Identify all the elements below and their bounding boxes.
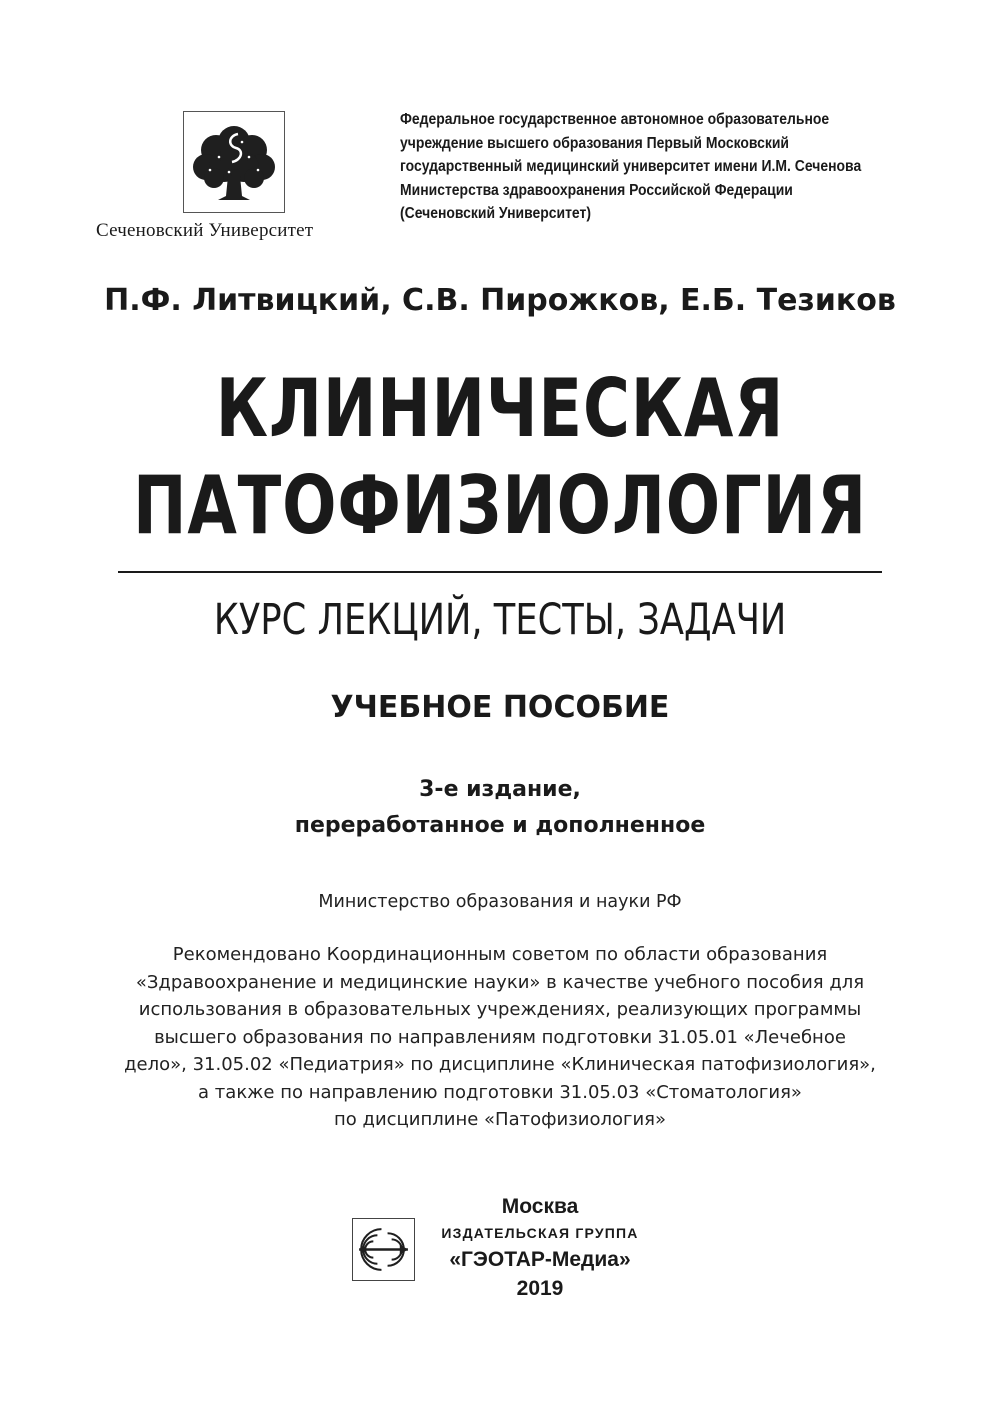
institution-line: (Сеченовский Университет) <box>400 205 591 222</box>
institution-line: Министерства здравоохранения Российской Федерации <box>400 181 793 199</box>
recommendation-text <box>40 941 960 1134</box>
book-title <box>0 360 1000 554</box>
recommendation-line: дело», 31.05.02 «Педиатрия» по дисциплине «Клиническая патофизиология», <box>124 1054 876 1075</box>
recommendation-line: Рекомендовано Координационным советом по области образования <box>172 944 828 965</box>
book-subtitle <box>0 595 1000 645</box>
ministry-note: Министерство образования и науки РФ <box>318 892 682 912</box>
publisher-city: Москва <box>501 1195 579 1218</box>
tree-logo-icon <box>184 112 284 212</box>
title-line: КЛИНИЧЕСКАЯ <box>215 362 785 455</box>
publisher-logo-icon <box>353 1219 414 1280</box>
institution-line: учреждение высшего образования Первый Московский <box>400 134 790 152</box>
university-logo <box>183 111 285 213</box>
publication-year: 2019 <box>516 1277 564 1300</box>
publisher-name: «ГЭОТАР-Медиа» <box>449 1248 631 1271</box>
publisher-block <box>420 1193 660 1303</box>
publisher-logo <box>352 1218 415 1281</box>
institution-line: государственный медицинский университет имени И.М. Сеченова <box>400 158 862 175</box>
recommendation-line: по дисциплине «Патофизиология» <box>334 1109 666 1130</box>
title-divider <box>118 571 882 573</box>
edition-line: переработанное и дополненное <box>294 813 706 838</box>
recommendation-line: «Здравоохранение и медицинские науки» в качестве учебного пособия для <box>135 971 865 993</box>
authors: П.Ф. Литвицкий, С.В. Пирожков, Е.Б. Тезиков <box>104 283 896 318</box>
title-line: ПАТОФИЗИОЛОГИЯ <box>132 459 868 552</box>
institution-line: Федеральное государственное автономное образовательное <box>400 111 830 128</box>
edition-line: 3-е издание, <box>419 777 581 802</box>
book-type: УЧЕБНОЕ ПОСОБИЕ <box>330 690 670 725</box>
university-name-caption: Сеченовский Университет <box>96 220 314 241</box>
recommendation-line: использования в образовательных учреждениях, реализующих программы <box>138 999 862 1020</box>
publisher-group: ИЗДАТЕЛЬСКАЯ ГРУППА <box>441 1225 639 1241</box>
recommendation-line: а также по направлению подготовки 31.05.03 «Стоматология» <box>198 1081 802 1103</box>
edition-info <box>0 772 1000 844</box>
institution-block <box>400 108 868 226</box>
subtitle-text: КУРС ЛЕКЦИЙ, ТЕСТЫ, ЗАДАЧИ <box>213 595 787 645</box>
recommendation-line: высшего образования по направлениям подготовки 31.05.01 «Лечебное <box>154 1026 846 1048</box>
